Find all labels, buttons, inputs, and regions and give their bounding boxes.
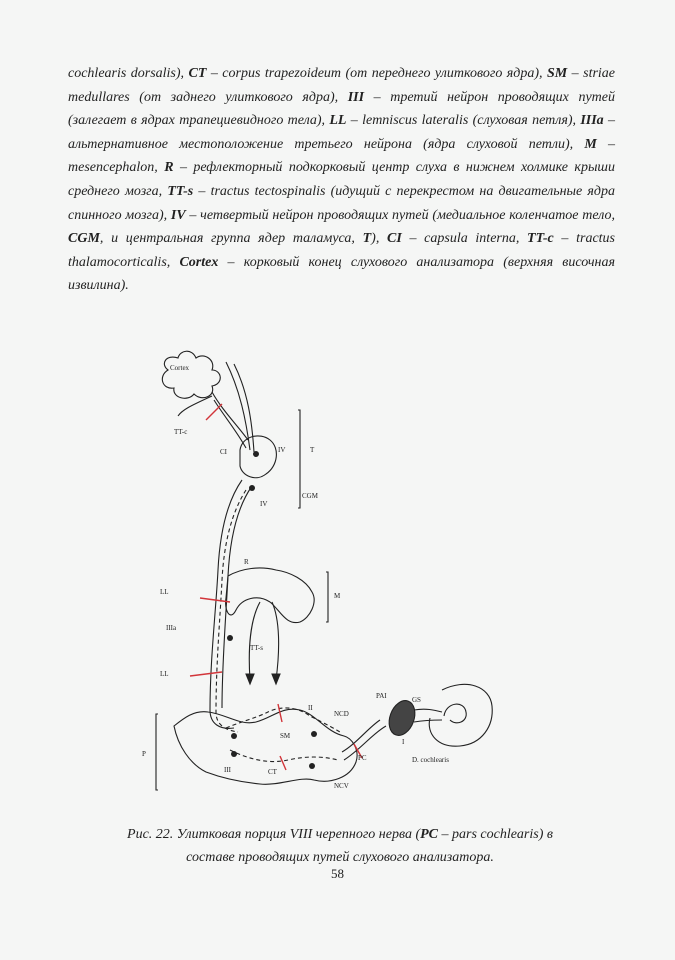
text-segment: – третий нейрон проводящих путей (залегает в ядрах трапециевидного тела), xyxy=(68,89,615,129)
caption-pc: PC xyxy=(420,827,438,842)
text-segment: – четвертый нейрон проводящих путей (медиальное коленчатое тело, xyxy=(185,207,615,223)
auditory-pathway-figure xyxy=(130,340,540,810)
tectospinal-arrow-left xyxy=(249,602,260,680)
term-bold: TT-s xyxy=(167,183,194,199)
text-segment: – tractus tectospinalis (идущий с перекрестом на двигательные ядра спинного мозга), xyxy=(68,183,615,223)
cochlea-spiral xyxy=(444,704,466,723)
term-bold: M xyxy=(584,136,597,152)
text-segment: – tractus thalamocorticalis, xyxy=(68,231,616,270)
text-segment: ), xyxy=(371,231,388,247)
text-segment: – mesencephalon, xyxy=(68,136,616,176)
trapezoid-body xyxy=(230,750,338,762)
medulla-outline xyxy=(174,709,357,784)
label-d-cochlearis: D. cochlearis xyxy=(412,756,449,764)
term-bold: IIIa xyxy=(580,113,604,129)
figure-caption xyxy=(60,823,620,869)
term-bold: Cortex xyxy=(179,254,219,270)
caption-line1-pre: Рис. 22. Улитковая порция VIII черепного нерва ( xyxy=(127,827,421,842)
caption-line2: составе проводящих путей слухового анализатора. xyxy=(186,850,494,865)
cochlea-outline xyxy=(429,684,492,746)
label-ncv: NCV xyxy=(334,782,349,790)
term-bold: CT xyxy=(188,66,207,81)
term-bold: SM xyxy=(547,66,568,81)
label-iiia: IIIa xyxy=(166,624,177,632)
term-bold: TT-c xyxy=(527,231,554,247)
text-segment: – корковый конец слухового анализатора (верхняя височная извилина). xyxy=(68,254,615,294)
label-sm: SM xyxy=(280,732,291,740)
label-ci: CI xyxy=(220,448,227,456)
term-bold: CI xyxy=(387,231,402,247)
thalamocortical-tract xyxy=(212,392,248,448)
label-iv-top: IV xyxy=(278,446,286,454)
label-r: R xyxy=(244,558,249,566)
caption-line1-post: – pars cochlearis) в xyxy=(438,827,553,842)
label-iii: III xyxy=(224,766,231,774)
midbrain-outline xyxy=(226,568,314,623)
cortex-shape xyxy=(162,351,220,398)
label-pc: PC xyxy=(358,754,367,762)
text-segment: – рефлекторный подкорковый центр слуха в нижнем холмике крыши среднего мозга, xyxy=(68,160,615,199)
text-segment: , и центральная группа ядер таламуса, xyxy=(99,231,363,247)
tectospinal-arrow-right xyxy=(272,602,279,680)
text-segment: – striae medullares (от заднего улиткового ядра), xyxy=(68,66,616,105)
term-bold: R xyxy=(164,160,174,176)
term-bold: CGM xyxy=(68,231,100,247)
label-cgm: CGM xyxy=(302,492,318,500)
striae-medullares xyxy=(226,708,340,732)
label-ncd: NCD xyxy=(334,710,349,718)
label-p: P xyxy=(142,750,146,758)
label-pai: PAI xyxy=(376,692,387,700)
term-bold: LL xyxy=(329,113,347,129)
label-ll-top: LL xyxy=(160,588,169,596)
text-segment: cochlearis dorsalis), xyxy=(68,66,189,81)
text-segment: – lemniscus lateralis (слуховая петля), xyxy=(346,113,581,129)
lemniscus-dashed xyxy=(216,490,246,732)
label-ll-bottom: LL xyxy=(160,670,169,678)
text-segment: – capsula interna, xyxy=(401,231,528,247)
label-ct: CT xyxy=(268,768,277,776)
label-tt-c: TT-c xyxy=(174,428,188,436)
pathway-diagram xyxy=(130,340,540,810)
thalamus-outline xyxy=(240,436,276,478)
text-segment: – альтернативное местоположение третьего нейрона (ядра слуховой петли), xyxy=(68,113,615,152)
label-i: I xyxy=(402,738,405,746)
label-iv: IV xyxy=(260,500,268,508)
label-tt-s: TT-s xyxy=(250,644,263,652)
text-segment: – corpus trapezoideum (от переднего улиткового ядра), xyxy=(206,66,547,81)
label-ii: II xyxy=(308,704,313,712)
label-gs: GS xyxy=(412,696,421,704)
body-paragraph xyxy=(68,62,615,298)
term-bold: IV xyxy=(170,207,186,223)
term-bold: III xyxy=(347,89,365,105)
page-number: 58 xyxy=(331,866,344,881)
label-t: T xyxy=(310,446,315,454)
term-bold: T xyxy=(362,231,372,247)
label-m: M xyxy=(334,592,341,600)
label-cortex: Cortex xyxy=(170,364,190,372)
